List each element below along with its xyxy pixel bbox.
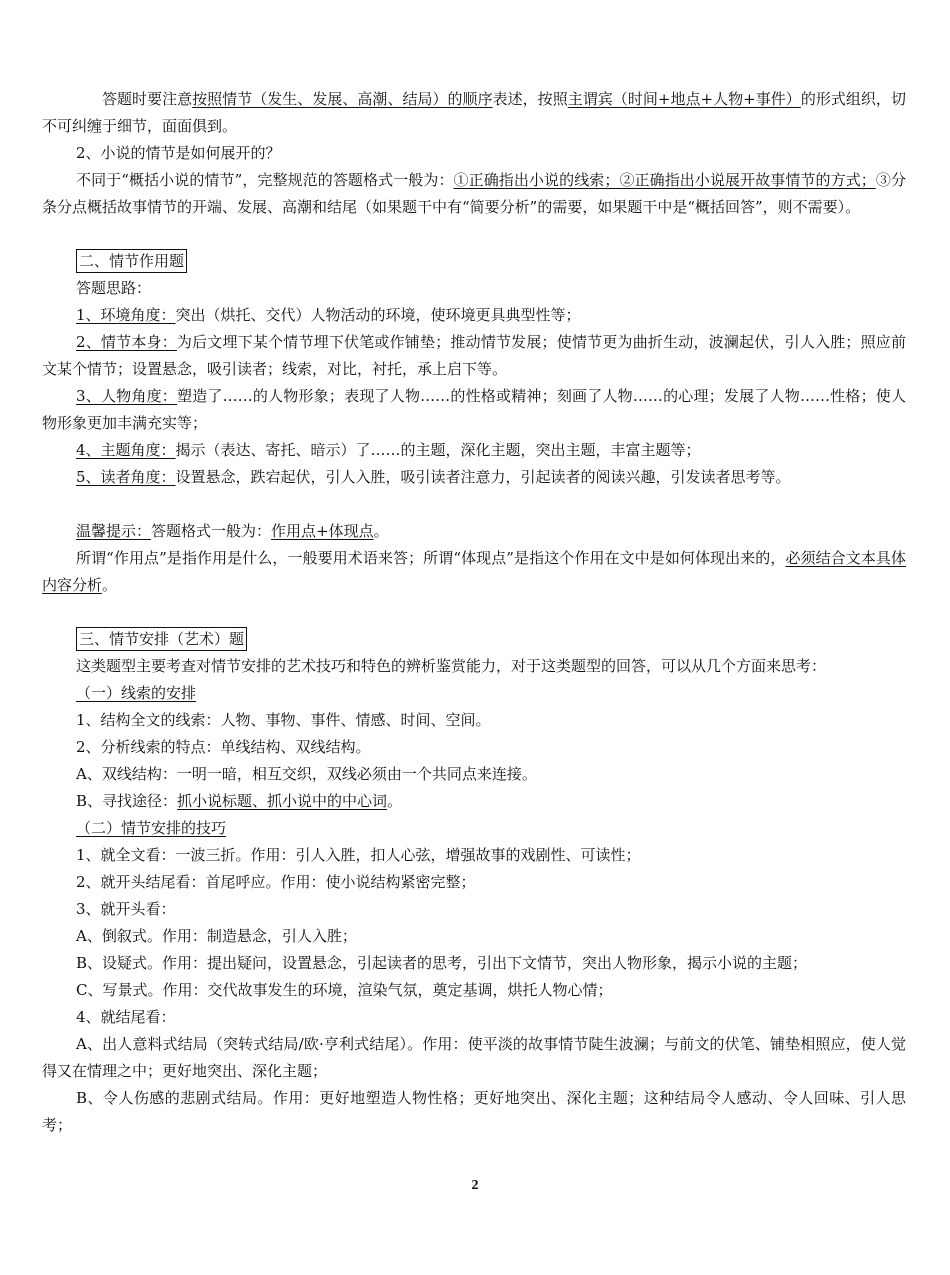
list-item — [42, 383, 906, 437]
section-2-intro: 答题思路： — [76, 279, 152, 297]
item-label: 3、人物角度： — [76, 387, 178, 405]
item-text: 设置悬念，跌宕起伏，引人入胜，吸引读者注意力，引起读者的阅读兴趣，引发读者思考等。 — [175, 468, 791, 486]
item-text: 塑造了……的人物形象；表现了人物……的性格或精神；刻画了人物……的心理；发展了人物……性格；使人物形象更加丰满充实等； — [42, 387, 906, 432]
text: 不同于“概括小说的情节”，完整规范的答题格式一般为： — [76, 171, 454, 189]
text: 答题时要注意 — [102, 90, 193, 108]
question-2: 2、小说的情节是如何展开的？ — [76, 144, 281, 162]
page-number: 2 — [471, 1178, 479, 1193]
tip-line — [42, 518, 906, 545]
list-item — [42, 329, 906, 383]
item-label: 5、读者角度： — [76, 468, 176, 486]
list-item: B、令人伤感的悲剧式结局。作用：更好地塑造人物性格；更好地突出、深化主题；这种结局令人感动、令人回味、引人思考； — [42, 1089, 906, 1134]
item-text: 突出（烘托、交代）人物活动的环境，使环境更具典型性等； — [175, 306, 581, 324]
text: 。 — [373, 522, 389, 540]
underlined-text: ①正确指出小说的线索；②正确指出小说展开故事情节的方式； — [453, 171, 876, 189]
item-label: 1、环境角度： — [76, 306, 176, 324]
paragraph-answer-tip — [42, 86, 906, 140]
text: 。 — [387, 792, 403, 810]
list-item: 1、就全文看：一波三折。作用：引人入胜，扣人心弦，增强故事的戏剧性、可读性； — [76, 846, 641, 864]
text: 。 — [102, 576, 118, 594]
subheading-1: （一）线索的安排 — [76, 684, 197, 702]
underlined-text: 必须结合文本具体内容分析 — [42, 549, 906, 594]
section-3-heading-line — [42, 626, 906, 653]
list-item: 2、分析线索的特点：单线结构、双线结构。 — [76, 738, 371, 756]
page-content — [42, 86, 906, 1139]
text: ③分条分点概括故事情节的开端、发展、高潮和结尾（如果题干中有“简要分析”的需要，如果题干中是“概括回答”，则不需要）。 — [42, 171, 906, 216]
list-item: C、写景式。作用：交代故事发生的环境，渲染气氛，奠定基调，烘托人物心情； — [76, 981, 613, 999]
list-item: 1、结构全文的线索：人物、事物、事件、情感、时间、空间。 — [76, 711, 491, 729]
list-item — [42, 437, 906, 464]
list-item — [42, 302, 906, 329]
text: 所谓“作用点”是指作用是什么，一般要用术语来答；所谓“体现点”是指这个作用在文中是如何体现出来的， — [76, 549, 786, 567]
section-2-heading-line — [42, 248, 906, 275]
section-3-heading: 三、情节安排（艺术）题 — [76, 627, 247, 651]
item-text: 揭示（表达、寄托、暗示）了……的主题，深化主题，突出主题，丰富主题等； — [175, 441, 701, 459]
text: 答题格式一般为： — [151, 522, 272, 540]
text: B、寻找途径： — [76, 792, 178, 810]
subheading-2-line — [42, 815, 906, 842]
underlined-text: 主谓宾（时间+地点+人物+事件） — [567, 90, 801, 108]
list-item: 4、就结尾看： — [76, 1008, 176, 1026]
list-item: B、设疑式。作用：提出疑问，设置悬念，引起读者的思考，引出下文情节，突出人物形象，揭示小说的主题； — [76, 954, 808, 972]
list-item: A、双线结构：一明一暗，相互交织，双线必须由一个共同点来连接。 — [76, 765, 537, 783]
list-item: A、出人意料式结局（突转式结局/欧·亨利式结尾）。作用：使平淡的故事情节陡生波澜；与前文的伏笔、铺垫相照应，使人觉得又在情理之中；更好地突出、深化主题； — [42, 1035, 906, 1080]
underlined-text: 按照情节（发生、发展、高潮、结局）的顺序 — [192, 90, 493, 108]
paragraph-answer-format — [42, 167, 906, 221]
tip-paragraph — [42, 545, 906, 599]
tip-label: 温馨提示： — [76, 522, 152, 540]
list-item: 2、就开头结尾看：首尾呼应。作用：使小说结构紧密完整； — [76, 873, 476, 891]
section-2-heading: 二、情节作用题 — [76, 249, 187, 273]
text: 表述，按照 — [492, 90, 568, 108]
subheading-2: （二）情节安排的技巧 — [76, 819, 227, 837]
subheading-1-line — [42, 680, 906, 707]
underlined-text: 抓小说标题、抓小说中的中心词 — [177, 792, 388, 810]
tip-formula: 作用点+体现点 — [271, 522, 374, 540]
list-item: A、倒叙式。作用：制造悬念，引人入胜； — [76, 927, 357, 945]
list-item — [42, 464, 906, 491]
section-3-intro: 这类题型主要考查对情节安排的艺术技巧和特色的辨析鉴赏能力，对于这类题型的回答，可以从几个方面来思考： — [76, 657, 827, 675]
list-item — [42, 788, 906, 815]
item-label: 4、主题角度： — [76, 441, 176, 459]
text: 的形式组织，切不可纠缠于细节，面面俱到。 — [42, 90, 906, 135]
item-label: 2、情节本身： — [76, 333, 177, 351]
list-item: 3、就开头看： — [76, 900, 176, 918]
item-text: 为后文埋下某个情节埋下伏笔或作铺垫；推动情节发展；使情节更为曲折生动，波澜起伏，引人入胜；照应前文某个情节；设置悬念，吸引读者；线索，对比，衬托，承上启下等。 — [42, 333, 906, 378]
